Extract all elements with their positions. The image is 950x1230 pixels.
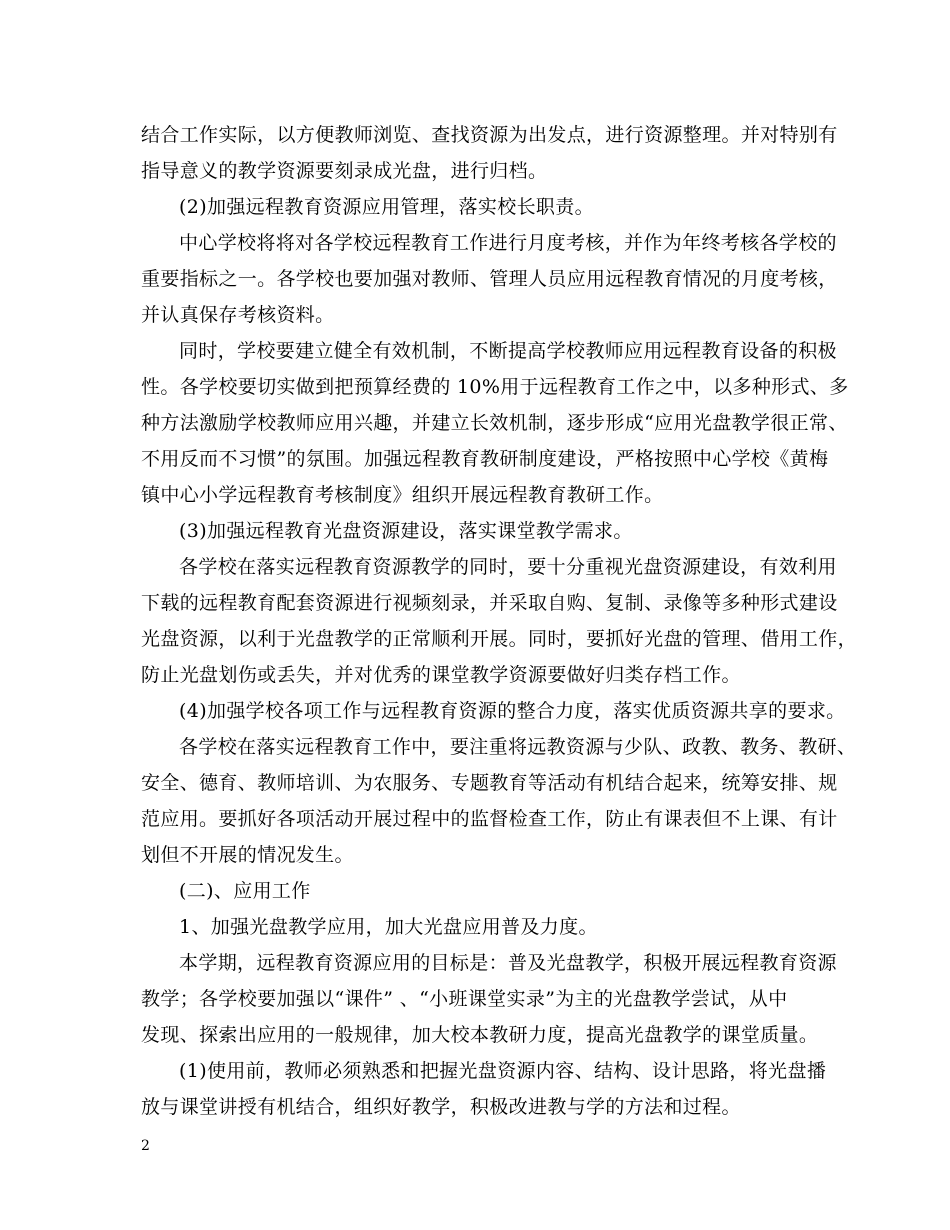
text-line: 下载的远程教育配套资源进行视频刻录，并采取自购、复制、录像等多种形式建设 [141,592,838,614]
text-line: 同时，学校要建立健全有效机制，不断提高学校教师应用远程教育设备的积极 [179,340,837,362]
text-line: 性。各学校要切实做到把预算经费的 10%用于远程教育工作之中，以多种形式、多 [141,376,849,398]
document-body [141,117,857,1125]
text-line: 1、加强光盘教学应用，加大光盘应用普及力度。 [179,916,598,938]
text-line: 镇中心小学远程教育考核制度》组织开展远程教育教研工作。 [141,484,664,506]
text-line: 划但不开展的情况发生。 [141,844,354,866]
text-line: (3)加强远程教育光盘资源建设，落实课堂教学需求。 [179,520,633,542]
page-number: 2 [141,1138,150,1154]
text-line: 结合工作实际，以方便教师浏览、查找资源为出发点，进行资源整理。并对特别有 [141,124,838,146]
text-line: (二)、应用工作 [179,880,311,902]
text-line: 光盘资源，以利于光盘教学的正常顺利开展。同时，要抓好光盘的管理、借用工作， [141,628,857,650]
text-line: 发现、探索出应用的一般规律，加大校本教研力度，提高光盘教学的课堂质量。 [141,1024,819,1046]
text-line: 不用反而不习惯”的氛围。加强远程教育教研制度建设，严格按照中心学校《黄梅 [141,448,829,470]
text-line: 中心学校将将对各学校远程教育工作进行月度考核，并作为年终考核各学校的 [179,232,837,254]
text-line: 教学；各学校要加强以“课件” 、“小班课堂实录”为主的光盘教学尝试，从中 [141,988,788,1010]
text-line: 本学期，远程教育资源应用的目标是：普及光盘教学，积极开展远程教育资源 [179,952,837,974]
text-line: 范应用。要抓好各项活动开展过程中的监督检查工作，防止有课表但不上课、有计 [141,808,838,830]
text-line: 种方法激励学校教师应用兴趣，并建立长效机制，逐步形成“应用光盘教学很正常、 [141,412,848,434]
text-line: 各学校在落实远程教育工作中，要注重将远教资源与少队、政教、教务、教研、 [179,736,857,758]
text-line: (4)加强学校各项工作与远程教育资源的整合力度，落实优质资源共享的要求。 [179,700,846,722]
text-line: 安全、德育、教师培训、为农服务、专题教育等活动有机结合起来，统筹安排、规 [141,772,838,794]
text-line: 并认真保存考核资料。 [141,304,335,326]
text-line: 防止光盘划伤或丢失，并对优秀的课堂教学资源要做好归类存档工作。 [141,664,741,686]
text-line: 重要指标之一。各学校也要加强对教师、管理人员应用远程教育情况的月度考核， [141,268,838,290]
text-line: 放与课堂讲授有机结合，组织好教学，积极改进教与学的方法和过程。 [141,1096,741,1118]
text-line: (1)使用前，教师必须熟悉和把握光盘资源内容、结构、设计思路，将光盘播 [179,1060,827,1082]
text-line: (2)加强远程教育资源应用管理，落实校长职责。 [179,196,594,218]
text-line: 各学校在落实远程教育资源教学的同时，要十分重视光盘资源建设，有效利用 [179,556,837,578]
text-line: 指导意义的教学资源要刻录成光盘，进行归档。 [141,160,548,182]
